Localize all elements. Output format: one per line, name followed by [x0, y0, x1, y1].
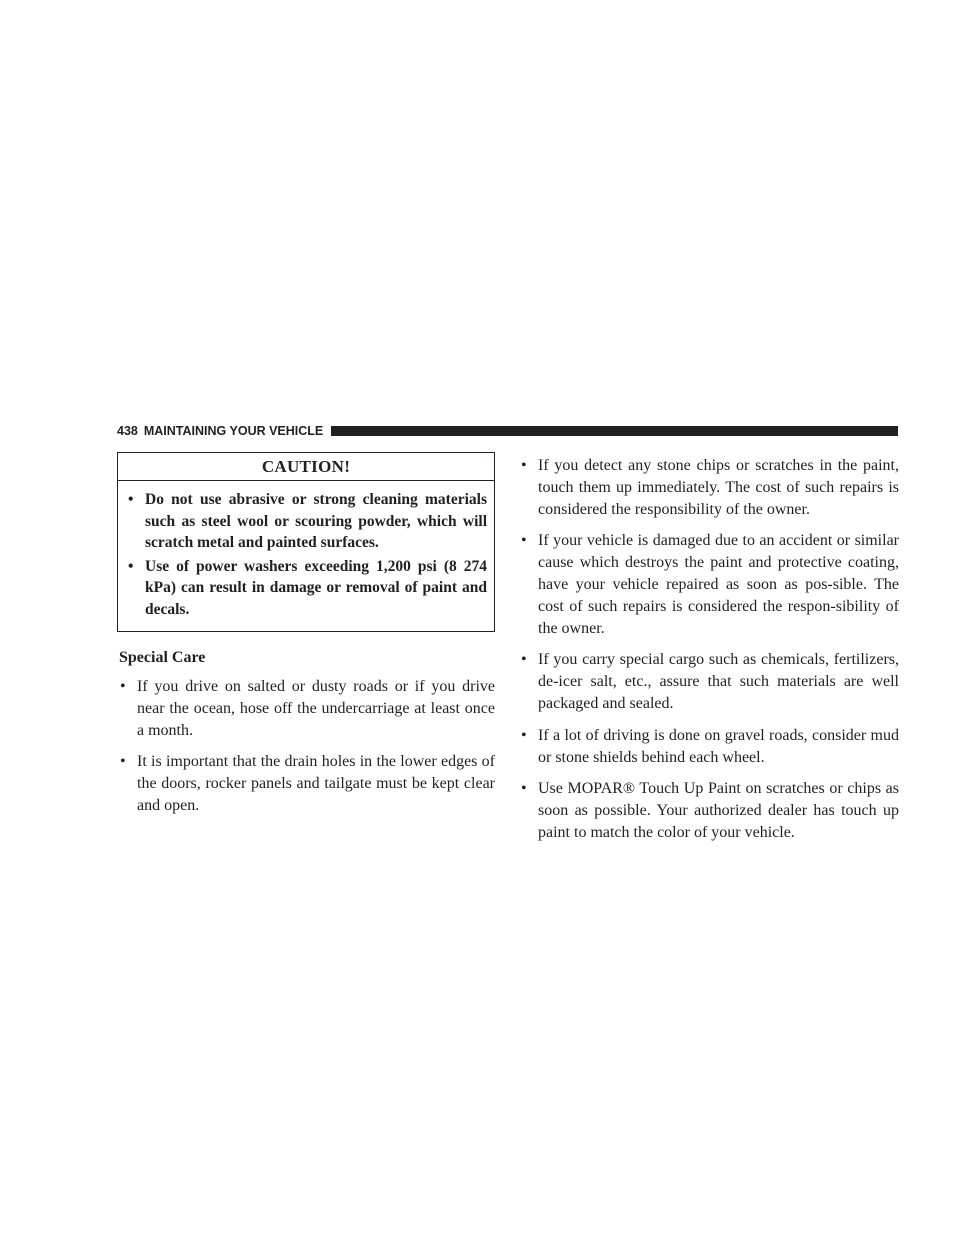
special-care-list-left [117, 676, 495, 817]
list-item-text: Use MOPAR® Touch Up Paint on scratches or chips as soon as possible. Your authorized dealer has touch up paint to match the color of your vehicle. [538, 780, 899, 841]
caution-title: CAUTION! [118, 453, 494, 481]
list-item-text: If you drive on salted or dusty roads or if you drive near the ocean, hose off the undercarriage at least once a month. [137, 678, 495, 739]
list-item-text: If you detect any stone chips or scratches in the paint, touch them up immediately. The cost of such repairs is considered the responsibility of the owner. [538, 457, 899, 518]
bullet-icon: • [521, 457, 527, 474]
bullet-icon: • [120, 753, 126, 771]
bullet-icon: • [128, 491, 134, 508]
list-item [518, 455, 899, 520]
section-title: MAINTAINING YOUR VEHICLE [143, 424, 324, 438]
list-item [518, 778, 899, 843]
list-item [518, 530, 899, 639]
caution-list [118, 481, 494, 631]
special-care-list-right [518, 455, 899, 844]
caution-box [117, 452, 495, 632]
bullet-icon: • [521, 651, 527, 669]
list-item-text: It is important that the drain holes in the lower edges of the doors, rocker panels and tailgate must be kept clear and open. [137, 753, 495, 814]
list-item-text: If your vehicle is damaged due to an accident or similar cause which destroys the paint and protective coating, have your vehicle repaired as soon as pos-sible. The cost of such repairs is considered the respon-sibility of the owner. [538, 532, 899, 637]
caution-item [125, 489, 487, 554]
special-care-heading: Special Care [119, 649, 206, 666]
bullet-icon: • [128, 557, 134, 575]
right-column [518, 455, 899, 854]
list-item [518, 725, 899, 769]
list-item-text: If you carry special cargo such as chemicals, fertilizers, de-icer salt, etc., assure that such materials are well packaged and sealed. [538, 651, 899, 712]
caution-item [125, 556, 487, 621]
bullet-icon: • [521, 780, 527, 798]
bullet-icon: • [521, 532, 527, 550]
caution-item-text: Use of power washers exceeding 1,200 psi (8 274 kPa) can result in damage or removal of paint and decals. [145, 557, 487, 618]
list-item-text: If a lot of driving is done on gravel roads, consider mud or stone shields behind each wheel. [538, 726, 899, 766]
left-column [117, 452, 495, 827]
bullet-icon: • [120, 678, 126, 695]
header-rule [331, 426, 898, 436]
list-item [117, 676, 495, 741]
page-header [117, 422, 898, 440]
list-item [117, 751, 495, 816]
page-number: 438 [117, 424, 138, 438]
bullet-icon: • [521, 726, 527, 744]
list-item [518, 649, 899, 714]
caution-item-text: Do not use abrasive or strong cleaning materials such as steel wool or scouring powder, which will scratch metal and painted surfaces. [145, 491, 487, 551]
